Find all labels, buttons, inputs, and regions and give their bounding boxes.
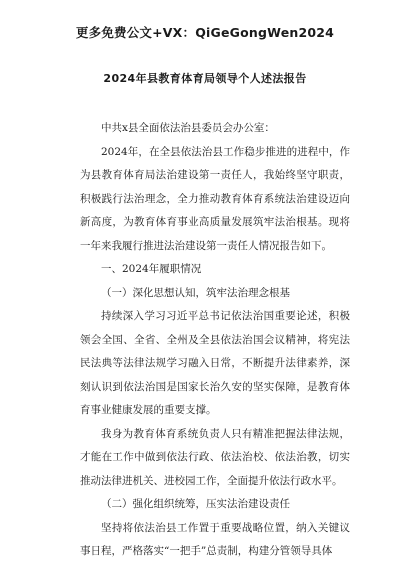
intro-paragraph: 2024年，在全县依法治县工作稳步推进的进程中，作为县教育体育局法治建设第一责任人，我始终坚守职责，积极践行法治理念，全力推动教育体育系统法治建设迈向新高度，为教育体育事业高质量发展筑牢法治根基。现将一年来我履行推进法治建设第一责任人情况报告如下。 <box>80 145 350 252</box>
paragraph-1: 持续深入学习习近平总书记依法治国重要论述，积极领会全国、全省、全州及全县依法治国会议精神，将宪法民法典等法律法规学习融入日常，不断提升法律素养，深刻认识到依法治国是国家长治久安的坚实保障，是教育体育事业健康发展的重要支撑。 <box>80 310 350 416</box>
subsection-heading-1: （一）深化思想认知，筑牢法治理念根基 <box>101 286 290 299</box>
section-heading-1: 一、2024年履职情况 <box>101 263 202 275</box>
document-body <box>80 117 350 564</box>
subsection-heading-2: （二）强化组织统筹，压实法治建设责任 <box>101 498 290 510</box>
document-title: 2024年县教育体育局领导个人述法报告 <box>103 72 307 85</box>
promo-header: 更多免费公文+VX：QiGeGongWen2024 <box>75 25 335 40</box>
salutation: 中共x县全面依法治县委员会办公室： <box>101 122 275 134</box>
paragraph-3: 坚持将依法治县工作置于重要战略位置，纳入关键议事日程，严格落实“一把手”总责制，构建分管领导具体 <box>80 521 350 557</box>
paragraph-2: 我身为教育体育系统负责人只有精准把握法律法规，才能在工作中做到依法行政、依法治校、依法治教，切实推动法律进机关、进校园工作，全面提升依法行政水平。 <box>80 427 350 487</box>
